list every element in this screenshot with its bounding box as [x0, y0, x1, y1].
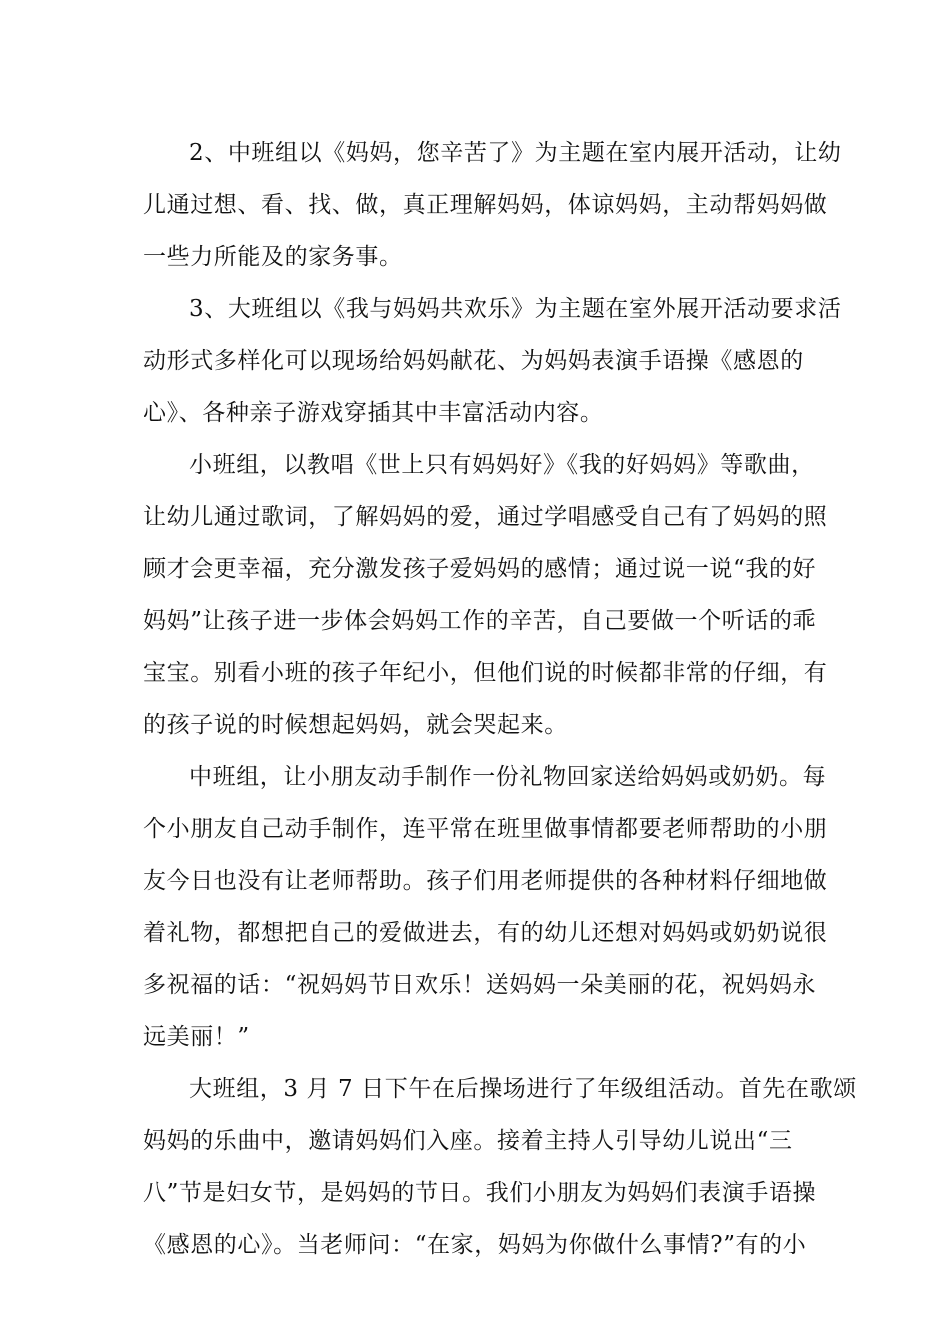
paragraph-1-line-2: 儿通过想、看、找、做，真正理解妈妈，体谅妈妈，主动帮妈妈做	[143, 192, 828, 218]
paragraph-4-line-2: 个小朋友自己动手制作，连平常在班里做事情都要老师帮助的小朋	[143, 816, 828, 842]
paragraph-1-line-1: 2、中班组以《妈妈，您辛苦了》为主题在室内展开活动，让幼	[189, 140, 842, 166]
paragraph-4-line-3: 友今日也没有让老师帮助。孩子们用老师提供的各种材料仔细地做	[143, 868, 828, 894]
paragraph-4-line-5: 多祝福的话：“祝妈妈节日欢乐！送妈妈一朵美丽的花，祝妈妈永	[143, 972, 817, 998]
paragraph-5-line-2: 妈妈的乐曲中，邀请妈妈们入座。接着主持人引导幼儿说出“三	[143, 1128, 793, 1154]
paragraph-5-line-4: 《感恩的心》。当老师问：“在家，妈妈为你做什么事情?”有的小	[143, 1232, 807, 1258]
paragraph-4-line-6: 远美丽！”	[143, 1024, 250, 1050]
paragraph-2-line-3: 心》、各种亲子游戏穿插其中丰富活动内容。	[143, 400, 604, 426]
paragraph-3-line-6: 的孩子说的时候想起妈妈，就会哭起来。	[143, 712, 568, 738]
paragraph-1-line-3: 一些力所能及的家务事。	[143, 244, 403, 270]
paragraph-4-line-4: 着礼物，都想把自己的爱做进去，有的幼儿还想对妈妈或奶奶说很	[143, 920, 828, 946]
paragraph-3-line-2: 让幼儿通过歌词，了解妈妈的爱，通过学唱感受自己有了妈妈的照	[143, 504, 828, 530]
paragraph-3-line-5: 宝宝。别看小班的孩子年纪小，但他们说的时候都非常的仔细，有	[143, 660, 828, 686]
paragraph-3-line-1: 小班组，以教唱《世上只有妈妈好》《我的好妈妈》等歌曲，	[189, 452, 815, 478]
paragraph-4-line-1: 中班组，让小朋友动手制作一份礼物回家送给妈妈或奶奶。每	[189, 764, 827, 790]
paragraph-3-line-4: 妈妈”让孩子进一步体会妈妈工作的辛苦，自己要做一个听话的乖	[143, 608, 817, 634]
paragraph-5-line-1: 大班组，3 月 7 日下午在后操场进行了年级组活动。首先在歌颂	[189, 1076, 857, 1102]
paragraph-2-line-1: 3、大班组以《我与妈妈共欢乐》为主题在室外展开活动要求活	[189, 296, 842, 322]
paragraph-5-line-3: 八”节是妇女节，是妈妈的节日。我们小朋友为妈妈们表演手语操	[143, 1180, 817, 1206]
paragraph-3-line-3: 顾才会更幸福，充分激发孩子爱妈妈的感情；通过说一说“我的好	[143, 556, 817, 582]
paragraph-2-line-2: 动形式多样化可以现场给妈妈献花、为妈妈表演手语操《感恩的	[143, 348, 804, 374]
